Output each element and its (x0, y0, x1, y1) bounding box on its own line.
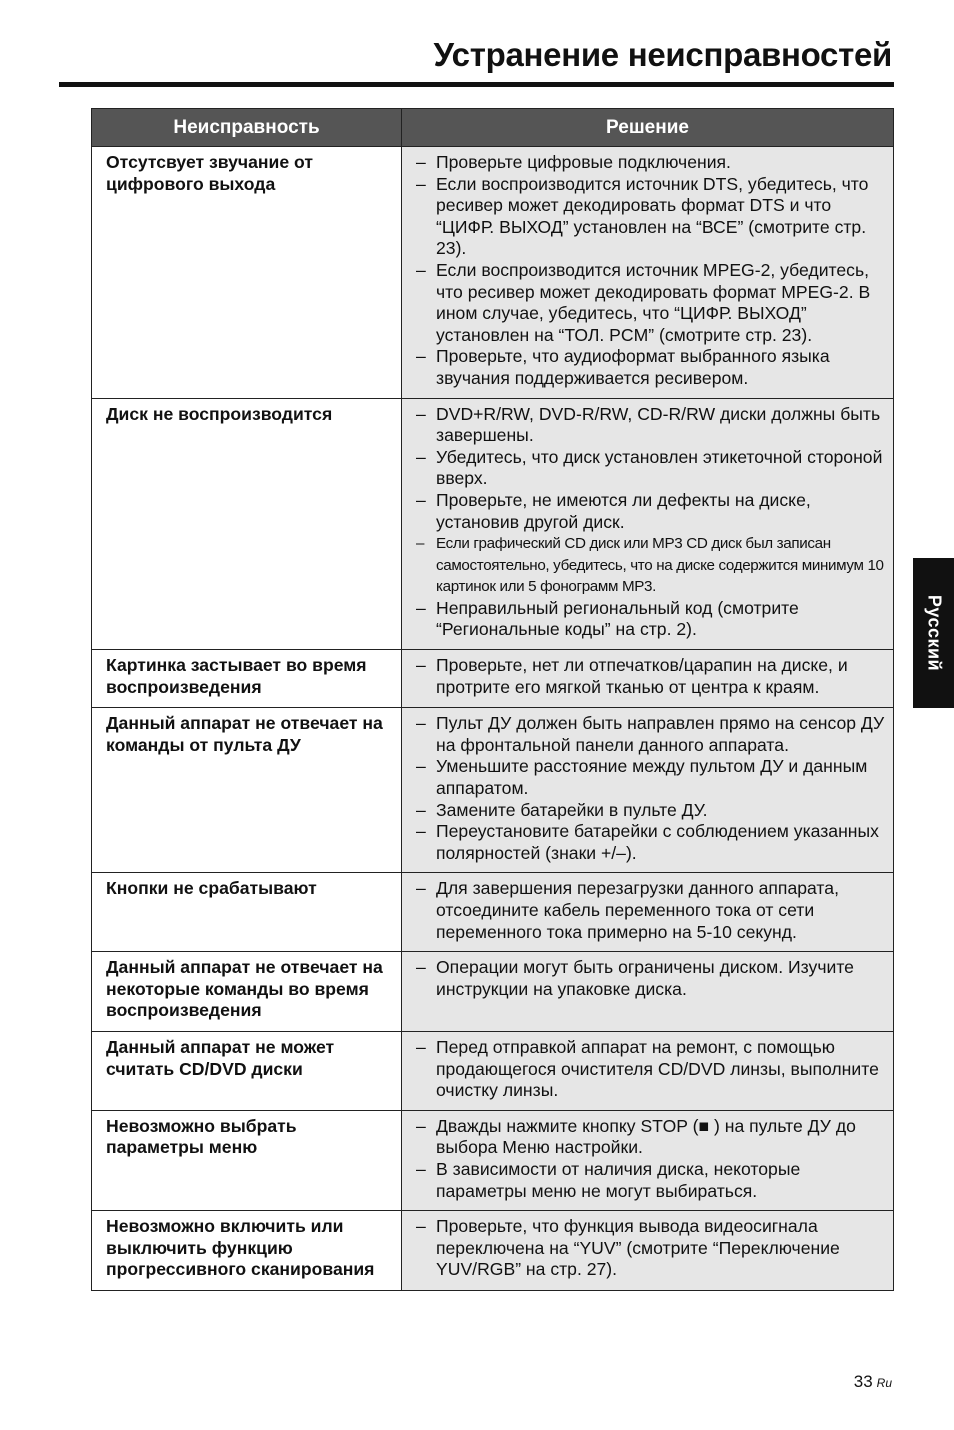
dash-bullet: – (416, 1036, 426, 1057)
page-title: Устранение неисправностей (433, 36, 892, 73)
solution-item (416, 404, 887, 447)
solution-text: Уменьшите расстояние между пультом ДУ и данным аппаратом. (436, 756, 868, 799)
dash-bullet: – (416, 713, 426, 734)
solution-text: Неправильный региональный код (смотрите “Региональные коды” на стр. 2). (436, 597, 799, 640)
solution-item (416, 260, 887, 346)
problem-cell: Невозможно включить или выключить функцию прогрессивного сканирования (92, 1211, 402, 1291)
page-number-value: 33 (853, 1372, 873, 1391)
dash-bullet: – (416, 957, 426, 978)
table-header-row (92, 109, 894, 147)
dash-bullet: – (416, 1158, 426, 1179)
solution-cell (402, 873, 894, 952)
solution-item (416, 957, 887, 1000)
solution-cell (402, 952, 894, 1032)
dash-bullet: – (416, 1216, 426, 1237)
solution-text: Если графический CD диск или MP3 CD диск был записан самостоятельно, убедитесь, что на диске содержится минимум 10 картинок или 5 фонограмм MP3. (436, 535, 884, 596)
solution-list (416, 404, 887, 642)
solution-list (416, 1216, 887, 1281)
table-row (92, 1110, 894, 1210)
solution-list (416, 655, 887, 698)
solution-item (416, 1116, 887, 1159)
solution-text: Проверьте, что аудиоформат выбранного языка звучания поддерживается ресивером. (436, 346, 830, 388)
language-tab-label: Русский (924, 594, 944, 672)
solution-text: Проверьте, нет ли отпечатков/царапин на диске, и протрите его мягкой тканью от центра к краям. (436, 655, 848, 697)
problem-cell: Данный аппарат не отвечает на некоторые команды во время воспроизведения (92, 952, 402, 1032)
solution-text: В зависимости от наличия диска, некоторые параметры меню не могут выбираться. (436, 1158, 801, 1201)
solution-list (416, 152, 887, 390)
solution-item (416, 1216, 887, 1281)
solution-cell (402, 147, 894, 399)
solution-item (416, 598, 887, 641)
solution-text: Убедитесь, что диск установлен этикеточной стороной вверх. (436, 446, 883, 489)
solution-list (416, 713, 887, 864)
solution-item (416, 533, 887, 598)
solution-text: Для завершения перезагрузки данного аппарата, отсоедините кабель переменного тока от сети переменного тока примерно на 5-10 секунд. (436, 878, 839, 942)
column-header-problem: Неисправность (92, 109, 402, 147)
solution-item (416, 174, 887, 260)
solution-item (416, 756, 887, 799)
solution-text: Перед отправкой аппарат на ремонт, с помощью продающегося очистителя CD/DVD линзы, выполните очистку линзы. (436, 1036, 879, 1101)
dash-bullet: – (416, 821, 426, 842)
solution-item (416, 346, 887, 389)
dash-bullet: – (416, 152, 426, 172)
page-language-abbr: Ru (876, 1376, 892, 1390)
solution-list (416, 1116, 887, 1202)
solution-item (416, 821, 887, 864)
solution-cell (402, 398, 894, 650)
table-row (92, 398, 894, 650)
troubleshooting-table (91, 108, 894, 1291)
dash-bullet: – (416, 1115, 426, 1136)
dash-bullet: – (416, 489, 426, 510)
solution-item (416, 1037, 887, 1102)
solution-item (416, 655, 887, 698)
language-tab (913, 558, 954, 708)
table-row (92, 1031, 894, 1110)
table-row (92, 708, 894, 873)
solution-cell (402, 708, 894, 873)
dash-bullet: – (416, 655, 426, 676)
solution-item (416, 1159, 887, 1202)
page-number (854, 1372, 892, 1392)
solution-item (416, 800, 887, 822)
problem-cell: Данный аппарат не может считать CD/DVD диски (92, 1031, 402, 1110)
solution-text: Пульт ДУ должен быть направлен прямо на сенсор ДУ на фронтальной панели данного аппарата. (436, 713, 885, 755)
problem-cell: Невозможно выбрать параметры меню (92, 1110, 402, 1210)
solution-cell (402, 1031, 894, 1110)
solution-cell (402, 650, 894, 708)
solution-text: Замените батарейки в пульте ДУ. (436, 799, 708, 820)
solution-cell (402, 1110, 894, 1210)
table-row (92, 650, 894, 708)
solution-list (416, 878, 887, 943)
dash-bullet: – (416, 756, 426, 777)
solution-text: Если воспроизводится источник MPEG-2, убедитесь, что ресивер может декодировать формат MPEG-2. В ином случае, убедитесь, что “ЦИФР. ВЫХОД” установлен на “ТОЛ. PCM” (смотрите стр. 23). (436, 259, 871, 345)
dash-bullet: – (416, 446, 426, 467)
dash-bullet: – (416, 259, 426, 280)
table-row (92, 873, 894, 952)
table-row (92, 147, 894, 399)
title-rule (59, 82, 894, 87)
dash-bullet: – (416, 597, 426, 618)
column-header-solution: Решение (402, 109, 894, 147)
problem-cell: Отсутсвует звучание от цифрового выхода (92, 147, 402, 399)
solution-text: DVD+R/RW, DVD-R/RW, CD-R/RW диски должны быть завершены. (436, 403, 881, 446)
dash-bullet: – (416, 535, 425, 553)
solution-text: Проверьте, не имеются ли дефекты на диске, установив другой диск. (436, 489, 811, 532)
dash-bullet: – (416, 878, 426, 899)
table-row (92, 1211, 894, 1291)
solution-item (416, 490, 887, 533)
solution-text: Дважды нажмите кнопку STOP (■ ) на пульте ДУ до выбора Меню настройки. (436, 1115, 856, 1158)
dash-bullet: – (416, 799, 426, 820)
solution-text: Переустановите батарейки с соблюдением указанных полярностей (знаки +/–). (436, 821, 879, 863)
solution-text: Операции могут быть ограничены диском. Изучите инструкции на упаковке диска. (436, 957, 854, 999)
solution-text: Если воспроизводится источник DTS, убедитесь, что ресивер может декодировать формат DTS и что “ЦИФР. ВЫХОД” установлен на “ВСЕ” (смотрите стр. 23). (436, 173, 869, 259)
solution-list (416, 957, 887, 1000)
solution-item (416, 713, 887, 756)
problem-cell: Картинка застывает во время воспроизведения (92, 650, 402, 708)
dash-bullet: – (416, 403, 426, 424)
solution-item (416, 878, 887, 943)
solution-item (416, 447, 887, 490)
solution-list (416, 1037, 887, 1102)
solution-text: Проверьте, что функция вывода видеосигнала переключена на “YUV” (смотрите “Переключение YUV/RGB” на стр. 27). (436, 1216, 840, 1280)
dash-bullet: – (416, 173, 426, 194)
solution-item (416, 152, 887, 174)
problem-cell: Диск не воспроизводится (92, 398, 402, 650)
solution-cell (402, 1211, 894, 1291)
dash-bullet: – (416, 346, 426, 367)
problem-cell: Данный аппарат не отвечает на команды от пульта ДУ (92, 708, 402, 873)
solution-text: Проверьте цифровые подключения. (436, 152, 731, 172)
problem-cell: Кнопки не срабатывают (92, 873, 402, 952)
table-row (92, 952, 894, 1032)
